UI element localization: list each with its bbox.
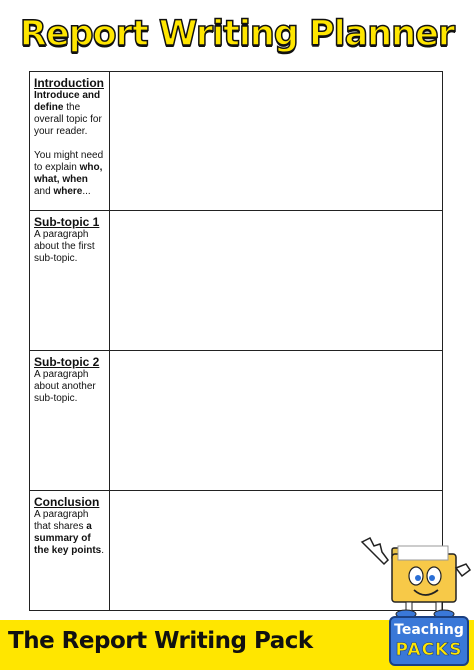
logo-text-line2: PACKS bbox=[395, 640, 463, 660]
section-description bbox=[34, 509, 105, 557]
bold-text: Introduce and define bbox=[34, 90, 101, 113]
logo-text-line1: Teaching bbox=[394, 622, 464, 638]
section-heading: Sub-topic 2 bbox=[34, 355, 100, 369]
paragraph-gap bbox=[34, 138, 105, 150]
section-description bbox=[34, 369, 105, 405]
text: . bbox=[101, 545, 105, 556]
text: A paragraph about the first sub-topic. bbox=[34, 229, 95, 264]
description-paragraph bbox=[34, 150, 105, 198]
section-row-introduction bbox=[30, 72, 442, 211]
section-heading: Sub-topic 1 bbox=[34, 215, 100, 229]
text: A paragraph about another sub-topic. bbox=[34, 369, 96, 404]
section-row-sub-topic-1 bbox=[30, 211, 442, 351]
description-paragraph bbox=[34, 90, 105, 138]
section-label-cell bbox=[30, 351, 110, 490]
text: You might need to explain bbox=[34, 150, 104, 173]
text: and bbox=[34, 186, 54, 197]
writing-area[interactable] bbox=[110, 351, 442, 490]
description-paragraph bbox=[34, 229, 105, 265]
bold-text: a summary of the key points bbox=[34, 521, 102, 556]
writing-area[interactable] bbox=[110, 72, 442, 210]
bold-text: where bbox=[53, 186, 83, 197]
section-heading: Introduction bbox=[34, 76, 104, 90]
section-description bbox=[34, 90, 105, 198]
text: ... bbox=[82, 186, 91, 197]
section-row-sub-topic-2 bbox=[30, 351, 442, 491]
section-heading: Conclusion bbox=[34, 495, 100, 509]
footer-title: The Report Writing Pack bbox=[8, 628, 313, 654]
description-paragraph bbox=[34, 369, 105, 405]
page-title: Report Writing Planner bbox=[19, 14, 455, 54]
section-label-cell bbox=[30, 72, 110, 210]
section-label-cell bbox=[30, 211, 110, 350]
teaching-packs-logo bbox=[389, 616, 469, 666]
description-paragraph bbox=[34, 509, 105, 557]
bold-text: who, what, when bbox=[34, 162, 103, 185]
folder-mascot-icon bbox=[358, 534, 474, 620]
planner-table bbox=[29, 71, 443, 611]
text: A paragraph that shares bbox=[34, 509, 89, 532]
section-label-cell bbox=[30, 491, 110, 610]
text: the overall topic for your reader. bbox=[34, 102, 102, 137]
section-description bbox=[34, 229, 105, 265]
writing-area[interactable] bbox=[110, 211, 442, 350]
